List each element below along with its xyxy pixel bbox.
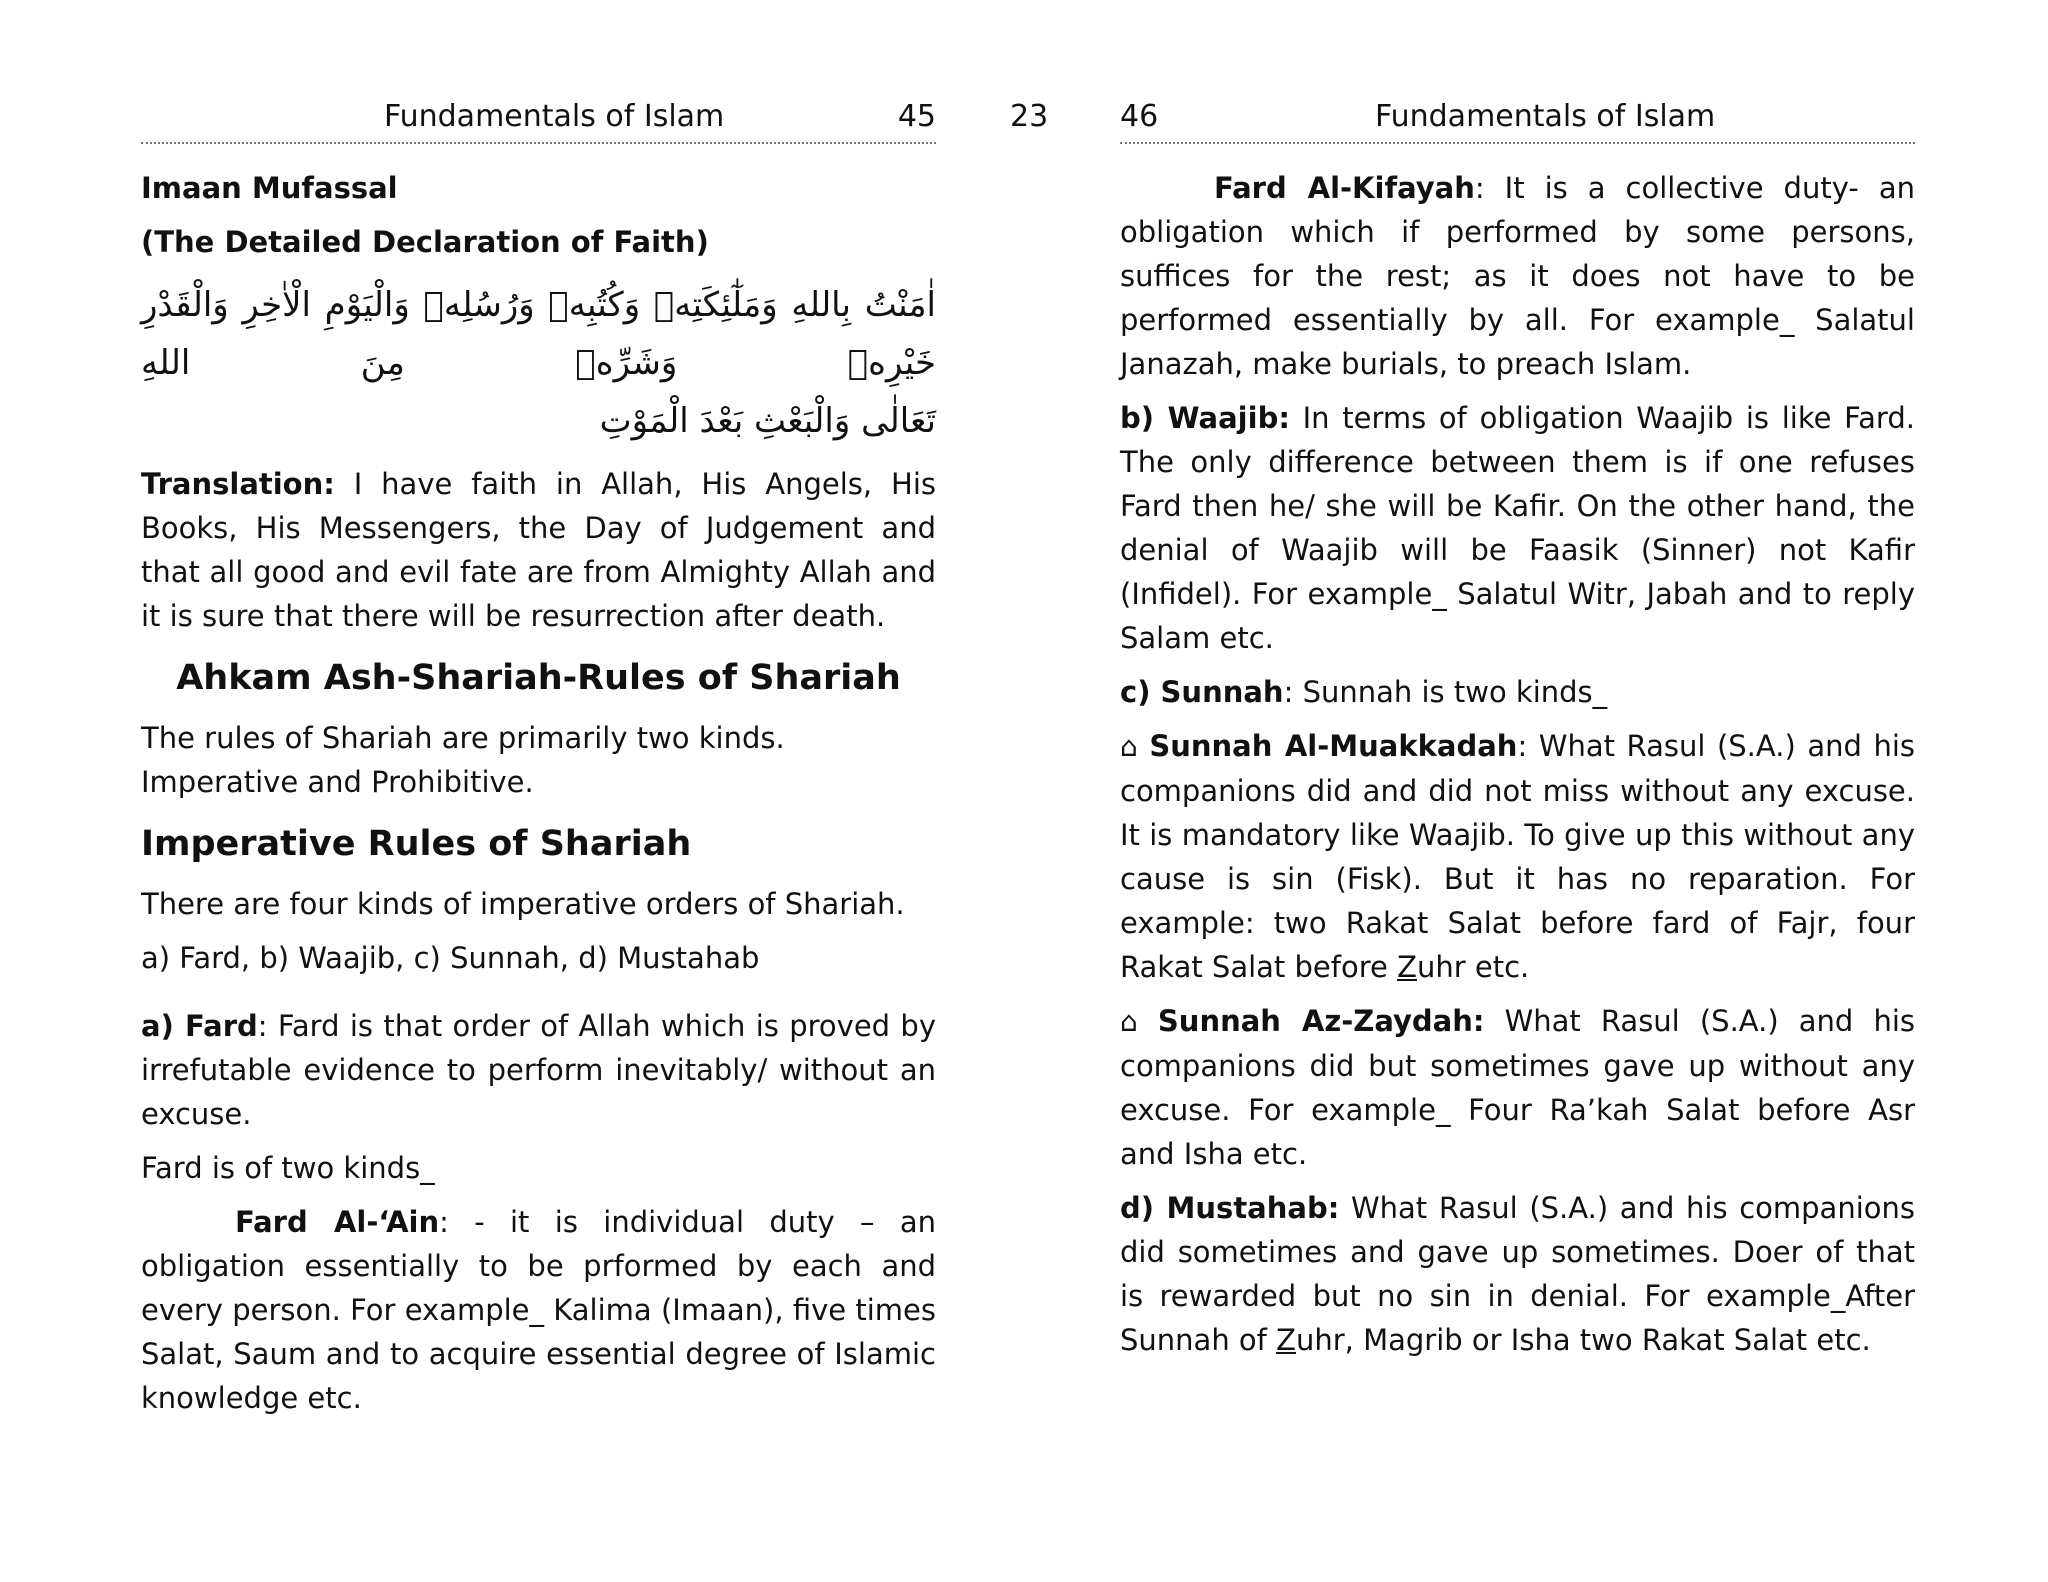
left-page bbox=[141, 0, 936, 1430]
muakkadah-text-a: : What Rasul (S.A.) and his companions did and did not miss without any excuse. It is mandatory like Waajib. To give up this without any cause is sin (Fisk). But it has no reparation. For example: two Rakat Salat before fard of Fajr, four Rakat Salat before bbox=[1120, 729, 1915, 984]
fard-ain-text: : - it is individual duty – an obligation essentially to be prformed by each and every person. For example_ Kalima (Imaan), five times Salat, Saum and to acquire essential degree of Islamic knowledge etc. bbox=[141, 1205, 936, 1415]
imaan-title: Imaan Mufassal bbox=[141, 171, 398, 205]
fard-label: a) Fard bbox=[141, 1009, 258, 1043]
muakkadah-zuhr-z: Z bbox=[1397, 950, 1417, 984]
waajib-text: In terms of obligation Waajib is like Fard. The only difference between them is if one refuses Fard then he/ she will be Kafir. On the other hand, the denial of Waajib will be Faasik (Sinner) not Kafir (Infidel). For example_ Salatul Witr, Jabah and to reply Salam etc. bbox=[1120, 401, 1915, 655]
arabic-line-1: اٰمَنْتُ بِاللهِ وَمَلٰٓئِكَتِهٖ وَكُتُبِهٖ وَرُسُلِهٖ وَالْيَوْمِ الْاٰخِرِ وَالْقَدْرِ خَيْرِهٖ وَشَرِّهٖ مِنَ اللهِ bbox=[141, 285, 936, 383]
fard-ain-paragraph bbox=[141, 1200, 936, 1420]
imperative-intro: There are four kinds of imperative orders of Shariah. bbox=[141, 887, 905, 921]
sunnah-text: : Sunnah is two kinds_ bbox=[1283, 675, 1608, 709]
waajib-label: b) Waajib: bbox=[1120, 401, 1290, 435]
muakkadah-paragraph bbox=[1120, 724, 1915, 989]
muakkadah-text-b: uhr etc. bbox=[1416, 950, 1530, 984]
left-running-head bbox=[141, 92, 936, 144]
right-page-body bbox=[1120, 166, 1915, 1362]
arabic-line-2: تَعَالٰى وَالْبَعْثِ بَعْدَ الْمَوْتِ bbox=[599, 401, 936, 441]
zaydah-text: What Rasul (S.A.) and his companions did but sometimes gave up without any excuse. For example_ Four Ra’kah Salat before Asr and Isha etc. bbox=[1120, 1004, 1915, 1171]
sheet-number: 23 bbox=[1010, 99, 1049, 134]
zaydah-paragraph bbox=[1120, 999, 1915, 1176]
kifayah-text: : It is a collective duty- an obligation which if performed by some persons, suffices for the rest; as it does not have to be performed essentially by all. For example_ Salatul Janazah, make burials, to preach Islam. bbox=[1120, 171, 1915, 381]
imperative-list: a) Fard, b) Waajib, c) Sunnah, d) Mustahab bbox=[141, 941, 760, 975]
mustahab-label: d) Mustahab: bbox=[1120, 1191, 1340, 1225]
mustahab-zuhr-z: Z bbox=[1276, 1323, 1296, 1357]
mustahab-text-b: uhr, Magrib or Isha two Rakat Salat etc. bbox=[1295, 1323, 1871, 1357]
right-page bbox=[1120, 0, 1915, 1372]
sunnah-label: c) Sunnah bbox=[1120, 675, 1284, 709]
house-bullet-icon: ⌂ bbox=[1120, 1005, 1138, 1038]
right-page-number: 46 bbox=[1120, 99, 1159, 134]
rules-intro-line1: The rules of Shariah are primarily two kinds. bbox=[141, 721, 785, 755]
imaan-subtitle: (The Detailed Declaration of Faith) bbox=[141, 225, 709, 259]
fard-text: : Fard is that order of Allah which is proved by irrefutable evidence to perform inevitably/ without an excuse. bbox=[141, 1009, 936, 1131]
right-header-title: Fundamentals of Islam bbox=[1375, 99, 1716, 134]
arabic-declaration bbox=[141, 276, 936, 450]
mustahab-paragraph bbox=[1120, 1186, 1915, 1362]
fard-paragraph bbox=[141, 1004, 936, 1136]
right-running-head bbox=[1120, 92, 1915, 144]
imperative-heading: Imperative Rules of Shariah bbox=[141, 824, 692, 864]
muakkadah-label: Sunnah Al-Muakkadah bbox=[1149, 729, 1518, 763]
waajib-paragraph bbox=[1120, 396, 1915, 660]
fard-ain-label: Fard Al-‘Ain bbox=[235, 1205, 440, 1239]
kifayah-paragraph bbox=[1120, 166, 1915, 386]
translation-text: I have faith in Allah, His Angels, His Books, His Messengers, the Day of Judgement and that all good and evil fate are from Almighty Allah and it is sure that there will be resurrection after death. bbox=[141, 467, 936, 633]
kifayah-label: Fard Al-Kifayah bbox=[1214, 171, 1475, 205]
left-page-body bbox=[141, 166, 936, 1420]
translation-paragraph bbox=[141, 462, 936, 638]
fard-kinds: Fard is of two kinds_ bbox=[141, 1151, 435, 1185]
left-page-number: 45 bbox=[897, 99, 936, 134]
translation-label: Translation: bbox=[141, 467, 335, 501]
ahkam-heading: Ahkam Ash-Shariah-Rules of Shariah bbox=[176, 658, 901, 698]
rules-intro-line2: Imperative and Prohibitive. bbox=[141, 765, 534, 799]
zaydah-label: Sunnah Az-Zaydah: bbox=[1157, 1004, 1485, 1038]
mustahab-text-a: What Rasul (S.A.) and his companions did sometimes and gave up sometimes. Doer of that is rewarded but no sin in denial. For example_After Sunnah of bbox=[1120, 1191, 1915, 1357]
house-bullet-icon: ⌂ bbox=[1120, 730, 1138, 763]
sunnah-paragraph bbox=[1120, 670, 1915, 714]
left-header-title: Fundamentals of Islam bbox=[384, 99, 725, 134]
